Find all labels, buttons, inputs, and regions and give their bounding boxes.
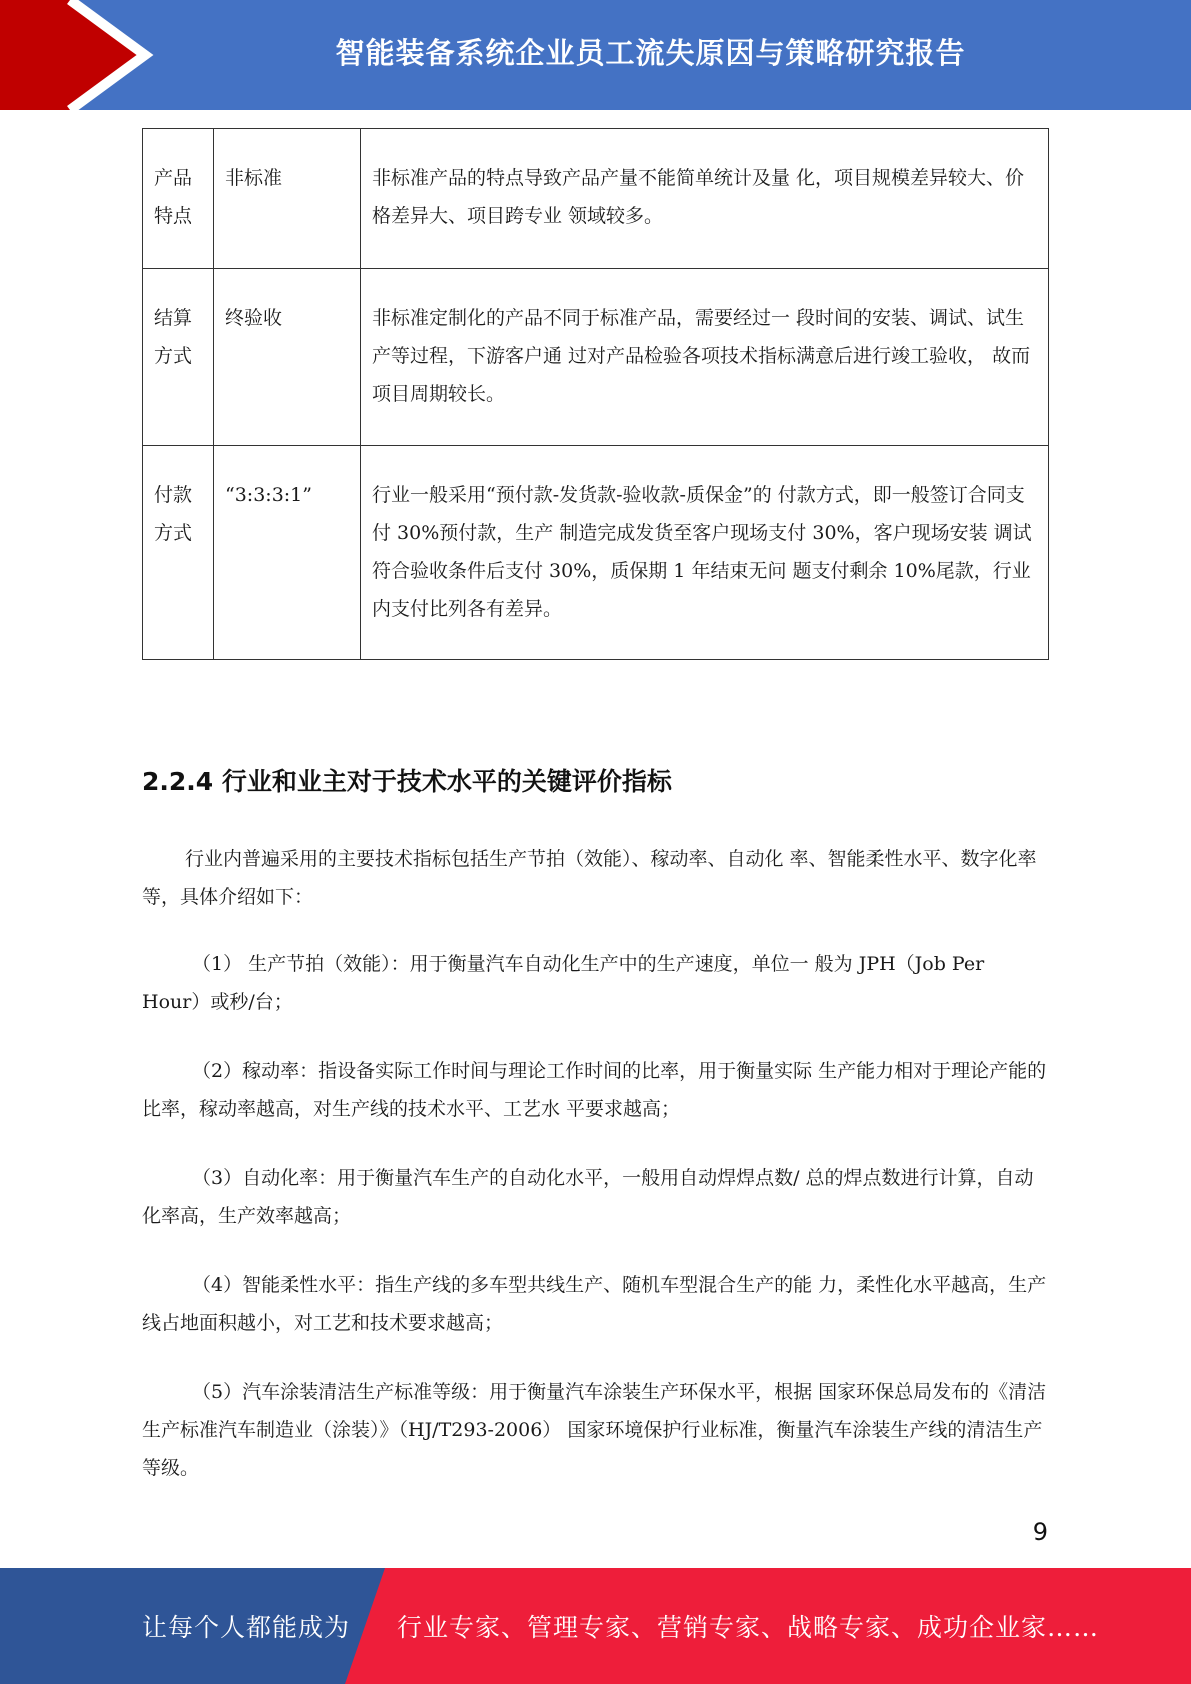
description-text: 行业一般采用“预付款-发货款-验收款-质保金”的 付款方式，即一般签订合同支付 30%预付款，生产 制造完成发货至客户现场支付 30%，客户现场安装 调试符合验收条件后支付 30%，质保期 1 年结束无问 题支付剩余 10%尾款，行业内支付比列各有差异。: [372, 484, 1032, 620]
table-row: [143, 129, 1049, 269]
description-text: 非标准产品的特点导致产品产量不能简单统计及量 化，项目规模差异较大、价格差异大、项目跨专业 领域较多。: [372, 167, 1025, 227]
page-footer: [0, 1568, 1191, 1684]
indicator-item: （1） 生产节拍（效能）：用于衡量汽车自动化生产中的生产速度，单位一 般为 JPH（Job Per Hour）或秒/台；: [142, 953, 985, 1013]
table-cell-category: [143, 129, 214, 269]
page-number: 9: [1032, 1518, 1048, 1546]
table-cell-key: [214, 129, 361, 269]
table-cell-key: [214, 446, 361, 660]
table-row: [143, 446, 1049, 660]
indicator-item: （4）智能柔性水平：指生产线的多车型共线生产、随机车型混合生产的能 力，柔性化水平越高，生产线占地面积越小，对工艺和技术要求越高；: [142, 1274, 1047, 1334]
table-cell-category: [143, 269, 214, 446]
footer-slogan-right: 行业专家、管理专家、营销专家、战略专家、成功企业家……: [397, 1613, 1100, 1642]
table-cell-category: [143, 446, 214, 660]
indicator-item: （2）稼动率：指设备实际工作时间与理论工作时间的比率，用于衡量实际 生产能力相对于理论产能的比率，稼动率越高，对生产线的技术水平、工艺水 平要求越高；: [142, 1060, 1047, 1120]
page-header: [0, 0, 1191, 110]
table-cell-description: [361, 446, 1049, 660]
intro-paragraph: 行业内普遍采用的主要技术指标包括生产节拍（效能）、稼动率、自动化 率、智能柔性水平、数字化率等，具体介绍如下：: [142, 848, 1037, 908]
key-text: “3:3:3:1”: [225, 484, 312, 506]
table-cell-key: [214, 269, 361, 446]
section-heading: 2.2.4 行业和业主对于技术水平的关键评价指标: [142, 767, 672, 796]
table-row: [143, 269, 1049, 446]
key-text: 终验收: [225, 307, 283, 329]
product-info-table: [142, 128, 1049, 660]
report-title: 智能装备系统企业员工流失原因与策略研究报告: [335, 35, 966, 70]
footer-slogan-left: 让每个人都能成为: [142, 1613, 351, 1642]
indicator-item: （5）汽车涂装清洁生产标准等级：用于衡量汽车涂装生产环保水平，根据 国家环保总局发布的《清洁生产标准汽车制造业（涂装）》（HJ/T293-2006） 国家环境保护行业标准，衡量汽车涂装生产线的清洁生产等级。: [142, 1381, 1047, 1479]
table-cell-description: [361, 269, 1049, 446]
indicator-item: （3）自动化率：用于衡量汽车生产的自动化水平，一般用自动焊焊点数/ 总的焊点数进行计算，自动化率高，生产效率越高；: [142, 1167, 1034, 1227]
category-text: 付款方式: [154, 484, 193, 544]
table-cell-description: [361, 129, 1049, 269]
key-text: 非标准: [225, 167, 283, 189]
category-text: 结算方式: [154, 307, 193, 367]
category-text: 产品特点: [154, 167, 193, 227]
description-text: 非标准定制化的产品不同于标准产品，需要经过一 段时间的安装、调试、试生产等过程，下游客户通 过对产品检验各项技术指标满意后进行竣工验收， 故而项目周期较长。: [372, 307, 1031, 405]
